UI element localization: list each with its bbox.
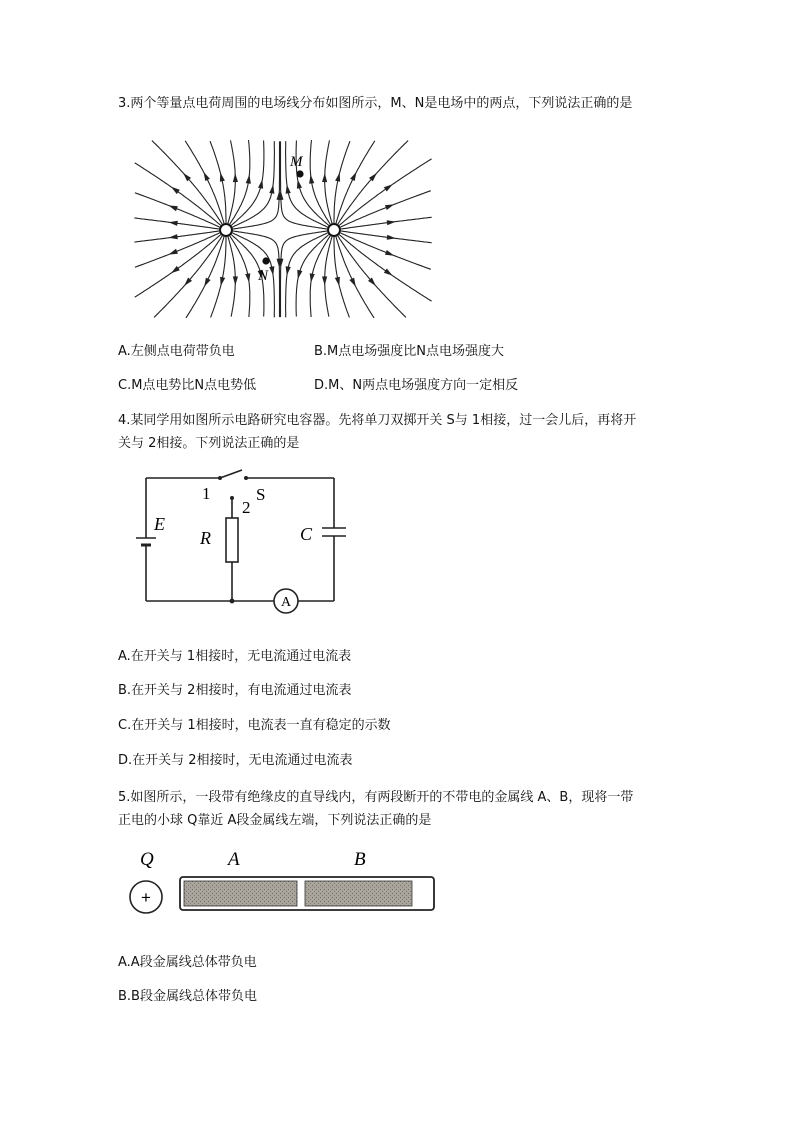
field-arrow xyxy=(384,269,393,276)
switch-s-label: S xyxy=(256,485,266,504)
q5-stem-line2: 正电的小球 Q靠近 A段金属线左端，下列说法正确的是 xyxy=(118,813,432,828)
left-charge xyxy=(220,224,232,236)
metal-segment-b xyxy=(305,881,412,906)
field-line xyxy=(135,163,221,226)
q4-option-c: C.在开关与 1相接时，电流表一直有稳定的示数 xyxy=(118,718,391,733)
capacitor-circuit-figure xyxy=(128,468,388,628)
q3-option-a: A.左侧点电荷带负电 xyxy=(118,344,235,359)
field-arrow xyxy=(169,205,178,211)
field-arrow xyxy=(286,266,291,275)
field-arrow xyxy=(204,278,210,287)
field-line xyxy=(338,236,406,318)
q4-stem-line2: 关与 2相接。下列说法正确的是 xyxy=(118,436,300,451)
field-line xyxy=(341,217,432,229)
field-line xyxy=(340,191,430,227)
q4-option-a: A.在开关与 1相接时，无电流通过电流表 xyxy=(118,649,352,664)
field-line xyxy=(210,141,226,223)
field-arrow xyxy=(309,175,314,184)
field-arrow xyxy=(350,172,356,181)
charge-plus-sign: + xyxy=(141,888,151,907)
field-line xyxy=(135,235,221,298)
segment-b-label: B xyxy=(354,849,366,870)
q5-stem-line1: 5.如图所示，一段带有绝缘皮的直导线内，有两段断开的不带电的金属线 A、B，现将一带 xyxy=(118,790,634,805)
point-m-label: M xyxy=(290,154,303,170)
charge-q-label: Q xyxy=(140,849,154,870)
field-arrow xyxy=(246,175,251,184)
field-arrow xyxy=(171,266,180,273)
field-line xyxy=(152,141,222,225)
field-arrow xyxy=(171,187,180,194)
field-arrow xyxy=(387,235,396,240)
field-arrow xyxy=(335,277,340,286)
ammeter-label: A xyxy=(280,595,292,610)
q5-option-a: A.A段金属线总体带负电 xyxy=(118,955,257,970)
field-arrow xyxy=(385,204,394,210)
q3-option-b: B.M点电场强度比N点电场强度大 xyxy=(314,344,504,359)
field-arrow xyxy=(258,179,263,188)
field-line xyxy=(339,159,431,226)
field-arrow xyxy=(204,172,210,181)
field-lines-figure xyxy=(128,134,438,324)
field-arrow xyxy=(349,278,355,287)
field-line xyxy=(232,141,274,227)
point-n-label: N xyxy=(258,268,269,284)
field-arrow xyxy=(233,276,238,285)
field-line xyxy=(338,141,408,225)
field-arrow xyxy=(269,266,274,275)
field-line xyxy=(232,233,274,318)
capacitor-label: C xyxy=(300,524,313,544)
field-arrow xyxy=(335,173,340,182)
field-arrow xyxy=(220,277,225,286)
field-arrow xyxy=(286,185,291,194)
segment-a-label: A xyxy=(228,849,240,870)
field-arrow xyxy=(385,250,394,256)
q4-stem-line1: 4.某同学用如图所示电路研究电容器。先将单刀双掷开关 S与 1相接，过一会儿后，再将开 xyxy=(118,413,637,428)
q3-stem: 3.两个等量点电荷周围的电场线分布如图所示，M、N是电场中的两点，下列说法正确的是 xyxy=(118,96,633,111)
field-arrow xyxy=(233,173,238,182)
field-line xyxy=(286,233,328,318)
right-charge xyxy=(328,224,340,236)
metal-segment-a xyxy=(184,881,297,906)
field-arrow xyxy=(322,173,327,182)
q4-option-b: B.在开关与 2相接时，有电流通过电流表 xyxy=(118,683,352,698)
point-n-dot xyxy=(262,257,269,264)
switch-pos2-label: 2 xyxy=(242,498,251,517)
switch-pos1-label: 1 xyxy=(202,484,211,503)
field-arrow xyxy=(322,276,327,285)
field-arrow xyxy=(387,220,396,225)
field-arrow xyxy=(169,249,178,255)
wire-figure xyxy=(124,845,454,925)
field-arrow xyxy=(384,184,393,191)
field-line xyxy=(341,231,432,243)
q3-option-c: C.M点电势比N点电势低 xyxy=(118,378,257,393)
resistor-label: R xyxy=(200,528,211,548)
field-arrow xyxy=(297,270,302,279)
field-line xyxy=(339,235,431,302)
field-arrow xyxy=(220,173,225,182)
field-arrow xyxy=(310,273,315,282)
field-line xyxy=(154,236,222,318)
emf-label: E xyxy=(154,514,165,534)
field-arrow xyxy=(169,234,178,239)
q4-option-d: D.在开关与 2相接时，无电流通过电流表 xyxy=(118,753,353,768)
field-line xyxy=(340,233,430,269)
field-arrow xyxy=(169,221,178,226)
field-arrow xyxy=(297,179,302,188)
field-arrow xyxy=(269,185,274,194)
field-line xyxy=(334,141,350,223)
q5-option-b: B.B段金属线总体带负电 xyxy=(118,989,257,1004)
q3-option-d: D.M、N两点电场强度方向一定相反 xyxy=(314,378,519,393)
point-m-dot xyxy=(296,170,303,177)
field-arrow xyxy=(245,273,250,282)
